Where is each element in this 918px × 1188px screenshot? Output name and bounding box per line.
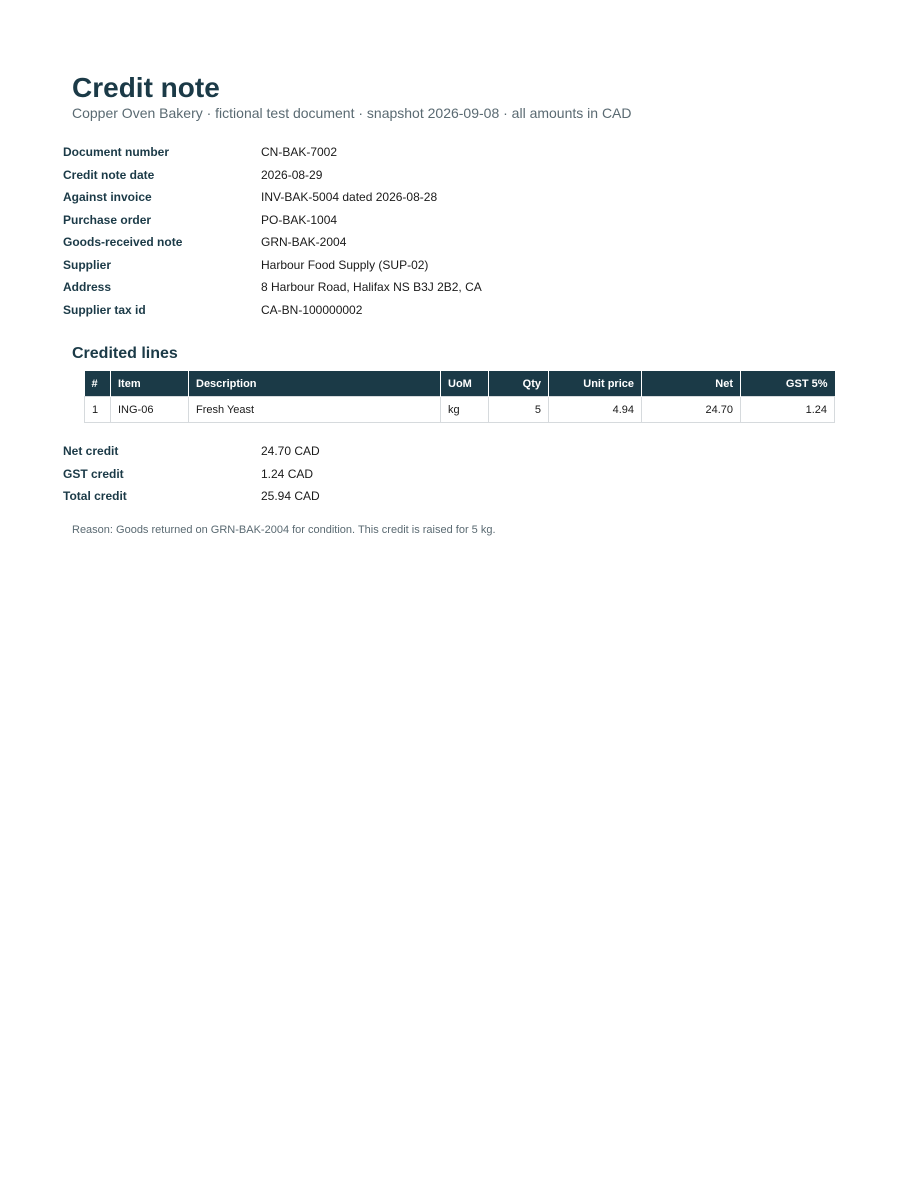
total-row-net-credit <box>63 440 320 463</box>
detail-row-document-number <box>63 141 482 164</box>
credited-lines-table <box>84 371 835 423</box>
detail-value: 2026-08-29 <box>261 167 323 182</box>
detail-row-supplier <box>63 254 482 277</box>
detail-value: GRN-BAK-2004 <box>261 235 347 250</box>
detail-label: Purchase order <box>63 212 152 227</box>
total-row-total-credit <box>63 485 320 508</box>
detail-value: CA-BN-100000002 <box>261 302 363 317</box>
detail-row-purchase-order <box>63 209 482 232</box>
detail-value: CN-BAK-7002 <box>261 145 338 160</box>
cell-description: Fresh Yeast <box>189 397 441 423</box>
detail-row-credit-note-date <box>63 164 482 187</box>
total-label: GST credit <box>63 466 124 481</box>
total-value: 25.94 CAD <box>261 489 320 504</box>
total-value: 1.24 CAD <box>261 466 314 481</box>
detail-value: Harbour Food Supply (SUP-02) <box>261 257 429 272</box>
document-details <box>63 141 482 321</box>
cell-item: ING-06 <box>111 397 189 423</box>
column-header-qty: Qty <box>489 371 549 397</box>
credit-reason: Reason: Goods returned on GRN-BAK-2004 for condition. This credit is raised for 5 kg. <box>72 524 496 536</box>
cell-number: 1 <box>85 397 111 423</box>
detail-value: PO-BAK-1004 <box>261 212 338 227</box>
detail-value: INV-BAK-5004 dated 2026-08-28 <box>261 190 438 205</box>
cell-unit-price: 4.94 <box>549 397 642 423</box>
detail-label: Document number <box>63 145 170 160</box>
cell-gst: 1.24 <box>741 397 835 423</box>
detail-row-against-invoice <box>63 186 482 209</box>
detail-row-address <box>63 276 482 299</box>
total-row-gst-credit <box>63 463 320 486</box>
column-header-number: # <box>85 371 111 397</box>
column-header-gst: GST 5% <box>741 371 835 397</box>
credited-lines-heading: Credited lines <box>72 345 178 362</box>
column-header-item: Item <box>111 371 189 397</box>
credit-totals <box>63 440 320 508</box>
column-header-net: Net <box>642 371 741 397</box>
table-row <box>85 397 835 423</box>
detail-row-supplier-tax-id <box>63 299 482 322</box>
detail-label: Supplier <box>63 257 112 272</box>
total-label: Net credit <box>63 444 119 459</box>
detail-label: Against invoice <box>63 190 152 205</box>
cell-qty: 5 <box>489 397 549 423</box>
column-header-uom: UoM <box>441 371 489 397</box>
detail-label: Address <box>63 280 112 295</box>
document-title: Credit note <box>72 72 220 103</box>
detail-row-goods-received-note <box>63 231 482 254</box>
cell-uom: kg <box>441 397 489 423</box>
column-header-unit-price: Unit price <box>549 371 642 397</box>
detail-label: Supplier tax id <box>63 302 146 317</box>
detail-label: Goods-received note <box>63 235 183 250</box>
detail-label: Credit note date <box>63 167 155 182</box>
total-label: Total credit <box>63 489 127 504</box>
detail-value: 8 Harbour Road, Halifax NS B3J 2B2, CA <box>261 280 482 295</box>
table-header-row <box>85 371 835 397</box>
total-value: 24.70 CAD <box>261 444 320 459</box>
cell-net: 24.70 <box>642 397 741 423</box>
document-subtitle: Copper Oven Bakery · fictional test document · snapshot 2026-09-08 · all amounts in CAD <box>72 105 632 121</box>
column-header-description: Description <box>189 371 441 397</box>
